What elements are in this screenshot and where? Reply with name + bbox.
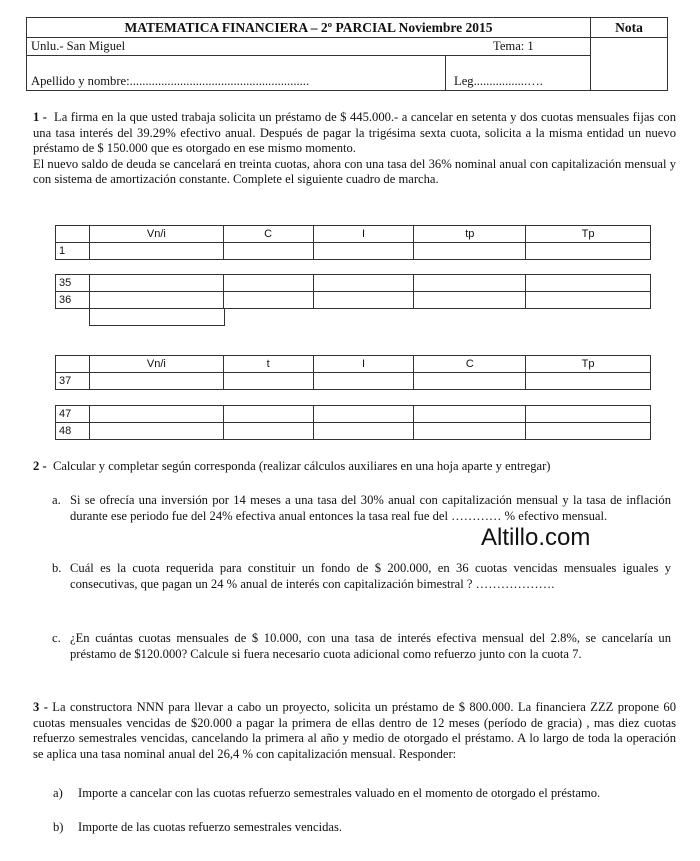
name-field: Apellido y nombre:.........................................................	[31, 74, 310, 88]
blank-cell[interactable]	[89, 373, 223, 390]
blank-cell[interactable]	[414, 292, 526, 309]
watermark-text: Altillo.com	[481, 524, 591, 551]
blank-cell[interactable]	[313, 373, 414, 390]
table-row	[56, 373, 651, 390]
blank-cell[interactable]	[526, 292, 651, 309]
period-cell: 47	[56, 406, 90, 423]
blank-cell[interactable]	[223, 243, 313, 260]
amortization-table-1	[55, 225, 651, 260]
q2c-label: c.	[52, 631, 61, 645]
q2b-label: b.	[52, 561, 62, 575]
q2-number: 2 -	[33, 459, 47, 473]
blank-cell[interactable]	[223, 423, 313, 440]
blank-cell[interactable]	[223, 406, 313, 423]
q1-paragraph-1	[33, 110, 676, 157]
q2b-text: Cuál es la cuota requerida para constituir un fondo de $ 200.000, en 36 cuotas vencidas mensuales iguales y consecutivas, que pagan un 24 % anual de interés con capitalización bimestral ? ……………….	[70, 561, 671, 591]
blank-cell[interactable]	[313, 423, 414, 440]
period-cell: 35	[56, 275, 90, 292]
table-header-cell: Vn/i	[89, 356, 223, 373]
period-cell: 37	[56, 373, 90, 390]
table-header-cell: Tp	[526, 356, 651, 373]
exam-header	[26, 17, 668, 91]
q1-number: 1 -	[33, 110, 47, 124]
period-cell: 48	[56, 423, 90, 440]
blank-cell[interactable]	[89, 292, 223, 309]
table-header-cell: C	[414, 356, 526, 373]
table-header-cell: I	[313, 226, 414, 243]
university-label: Unlu.- San Miguel	[31, 39, 126, 53]
blank-cell[interactable]	[526, 243, 651, 260]
table-header-cell: t	[223, 356, 313, 373]
blank-cell[interactable]	[414, 275, 526, 292]
q2c-text: ¿En cuántas cuotas mensuales de $ 10.000, con una tasa de interés efectiva mensual del 2.8%, se cancelaría un préstamo de $120.000? Calcule si fuera necesario cuota adicional como refuerzo junto con la cuota 7.	[70, 631, 671, 661]
blank-cell[interactable]	[414, 243, 526, 260]
table-header-cell	[56, 356, 90, 373]
table-header-cell: C	[223, 226, 313, 243]
table-header-cell: Vn/i	[89, 226, 223, 243]
q1-text-1: La firma en la que usted trabaja solicita un préstamo de $ 445.000.- a cancelar en setenta y dos cuotas mensuales fijas con una tasa interés del 39.29% efectivo anual. Después de pagar la trigésima sexta cuota, solicita a la misma entidad un nuevo préstamo de $ 150.000 que es otorgado en ese mismo momento.	[33, 110, 676, 156]
blank-cell[interactable]	[223, 373, 313, 390]
amortization-table-2-lower	[55, 405, 651, 440]
table-row	[56, 423, 651, 440]
q3a-text: Importe a cancelar con las cuotas refuerzo semestrales valuado en el momento de otorgado el préstamo.	[78, 786, 601, 800]
nota-box	[591, 18, 667, 90]
period-cell: 1	[56, 243, 90, 260]
blank-cell[interactable]	[414, 373, 526, 390]
blank-cell[interactable]	[313, 275, 414, 292]
blank-cell[interactable]	[89, 243, 223, 260]
balance-cell[interactable]	[89, 308, 225, 326]
blank-cell[interactable]	[526, 373, 651, 390]
table-row	[56, 243, 651, 260]
header-divider	[445, 56, 446, 90]
question-1	[33, 110, 676, 188]
blank-cell[interactable]	[223, 275, 313, 292]
question-3	[33, 700, 676, 762]
blank-cell[interactable]	[414, 423, 526, 440]
blank-cell[interactable]	[89, 406, 223, 423]
leg-field: Leg.................….	[454, 74, 543, 88]
q1-text-2: El nuevo saldo de deuda se cancelará en treinta cuotas, ahora con una tasa del 36% nominal anual con capitalización mensual y con sistema de amortización constante. Complete el siguiente cuadro de marcha.	[33, 156, 676, 187]
q3-number: 3 -	[33, 700, 48, 714]
q3a-label: a)	[53, 786, 63, 800]
blank-cell[interactable]	[526, 423, 651, 440]
question-2-intro	[33, 459, 683, 475]
table-header-cell	[56, 226, 90, 243]
blank-cell[interactable]	[414, 406, 526, 423]
q2-intro-text: Calcular y completar según corresponda (realizar cálculos auxiliares en una hoja aparte y entregar)	[52, 459, 551, 473]
q2a-label: a.	[52, 493, 61, 507]
header-row-student	[27, 56, 590, 90]
tema-label: Tema: 1	[493, 39, 534, 53]
table-header-row	[56, 226, 651, 243]
blank-cell[interactable]	[89, 275, 223, 292]
table-row	[56, 275, 651, 292]
blank-cell[interactable]	[313, 406, 414, 423]
table-row	[56, 406, 651, 423]
period-cell: 36	[56, 292, 90, 309]
q3b-label: b)	[53, 820, 64, 834]
q3b-text: Importe de las cuotas refuerzo semestrales vencidas.	[78, 820, 343, 834]
table-header-cell: tp	[414, 226, 526, 243]
table-header-cell: I	[313, 356, 414, 373]
blank-cell[interactable]	[313, 243, 414, 260]
blank-cell[interactable]	[313, 292, 414, 309]
table-header-row	[56, 356, 651, 373]
table-header-cell: Tp	[526, 226, 651, 243]
header-left	[27, 18, 591, 90]
exam-title: MATEMATICA FINANCIERA – 2º PARCIAL Noviembre 2015	[27, 18, 590, 38]
blank-cell[interactable]	[526, 275, 651, 292]
q3-text: La constructora NNN para llevar a cabo un proyecto, solicita un préstamo de $ 800.000. La financiera ZZZ propone 60 cuotas mensuales vencidas de $20.000 a pagar la primera de ellas dentro de 12 meses (período de gracia) , mas diez cuotas refuerzo semestrales vencidas, cancelando la primera al año y medio de otorgado el préstamo. A lo largo de toda la operación se aplica una tasa nominal anual del 26,4 % con capitalización mensual. Responder:	[33, 700, 677, 761]
blank-cell[interactable]	[223, 292, 313, 309]
blank-cell[interactable]	[526, 406, 651, 423]
q2a-text: Si se ofrecía una inversión por 14 meses a una tasa del 30% anual con capitalización mensual y la tasa de inflación durante ese periodo fue del 24% efectiva anual entonces la tasa real fue del ………… % efectivo mensual.	[70, 493, 671, 523]
amortization-table-2	[55, 355, 651, 390]
table-row	[56, 292, 651, 309]
amortization-table-1-lower	[55, 274, 651, 309]
nota-label: Nota	[591, 18, 667, 38]
blank-cell[interactable]	[89, 423, 223, 440]
header-row-university	[27, 38, 590, 56]
